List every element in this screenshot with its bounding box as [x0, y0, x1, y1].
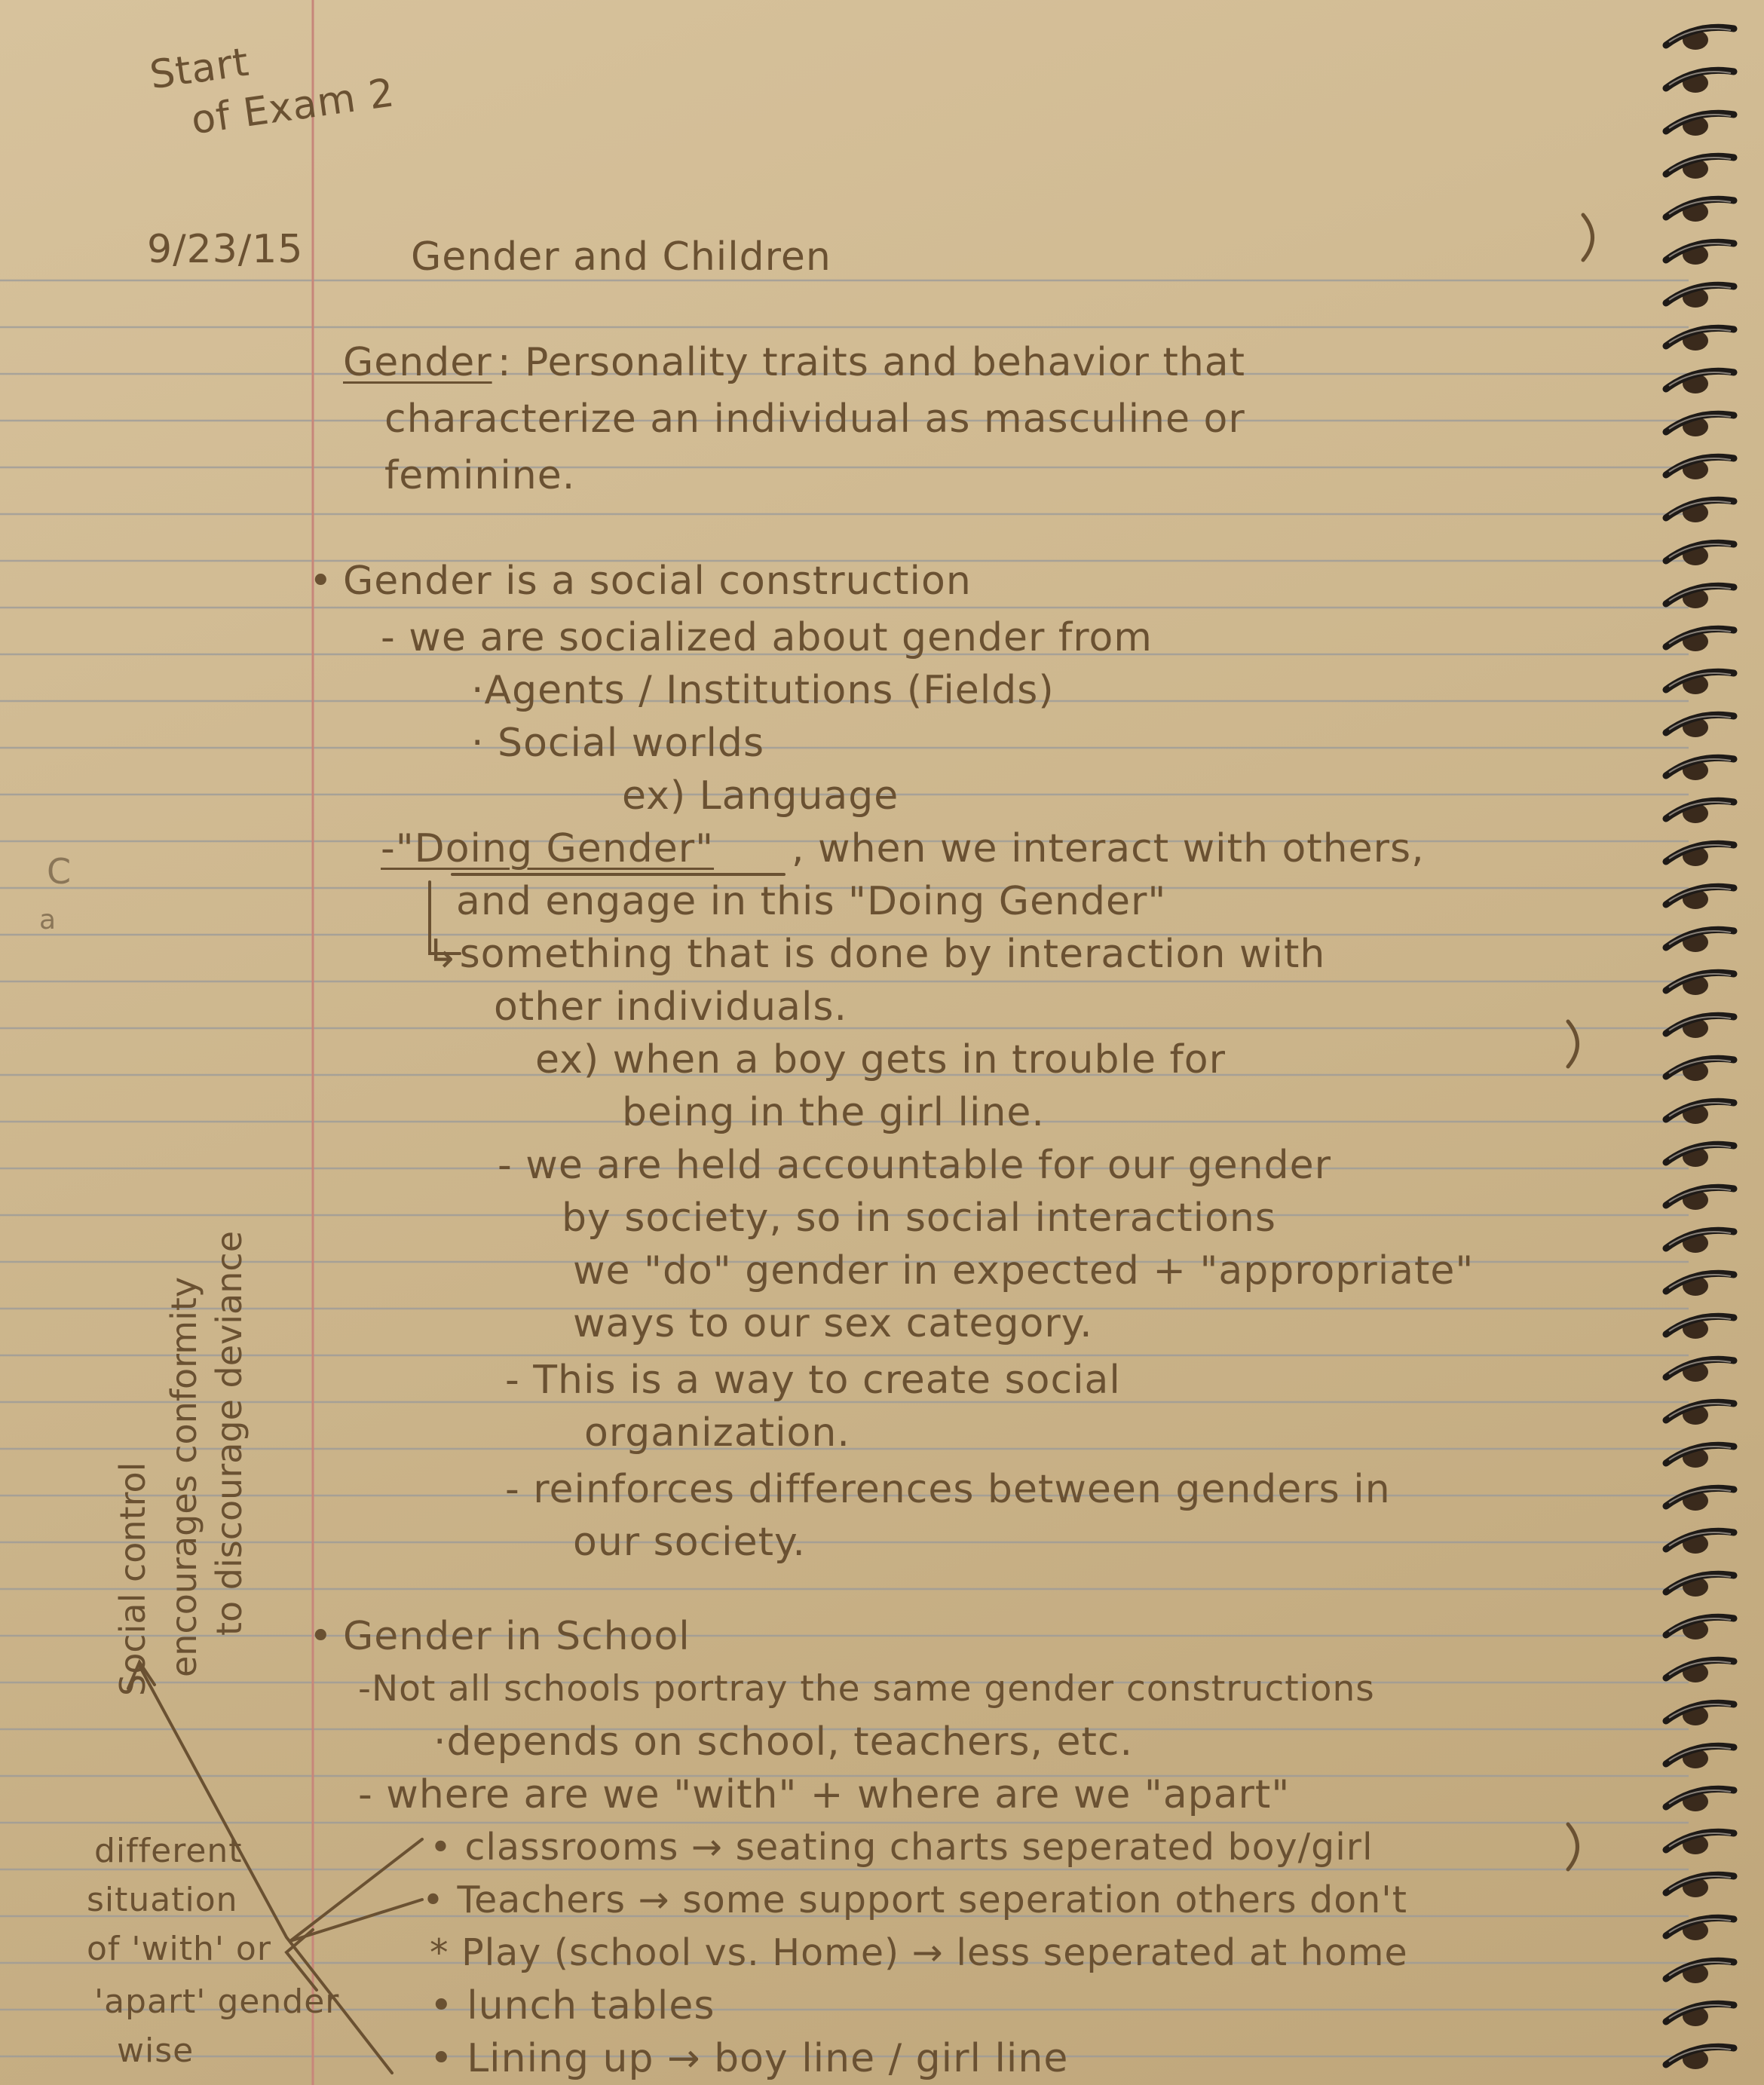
spiral-ring: [1658, 1046, 1749, 1091]
section1-sub1: ·Agents / Institutions (Fields): [471, 668, 1055, 713]
spiral-ring: [1658, 1519, 1749, 1564]
spiral-ring: [1658, 1992, 1749, 2037]
spiral-ring: [1658, 1734, 1749, 1779]
spiral-ring: [1658, 1562, 1749, 1607]
spiral-ring: [1658, 746, 1749, 791]
spiral-ring: [1658, 1949, 1749, 1994]
spiral-ring: [1658, 1003, 1749, 1049]
spiral-ring: [1658, 445, 1749, 490]
section1-dash1: - we are socialized about gender from: [381, 615, 1153, 660]
school-item-lunch: • lunch tables: [430, 1983, 715, 2028]
spiral-ring: [1658, 831, 1749, 877]
side-note-line1: different: [94, 1832, 243, 1870]
section1-dash3-line4: ways to our sex category.: [573, 1301, 1093, 1346]
spiral-ring: [1658, 703, 1749, 748]
section1-example1: ex) Language: [622, 773, 899, 819]
spiral-ring: [1658, 1261, 1749, 1306]
section1-dash3-line3: we "do" gender in expected + "appropriate": [573, 1248, 1475, 1294]
spiral-ring: [1658, 1218, 1749, 1263]
section1-arrow-line2: other individuals.: [494, 984, 848, 1030]
spiral-ring: [1658, 316, 1749, 361]
spiral-ring: [1658, 788, 1749, 834]
side-note-line2: situation: [87, 1881, 238, 1919]
margin-note-vertical-1: Social control: [112, 1462, 153, 1696]
spiral-ring: [1658, 1906, 1749, 1951]
school-item-teachers: • Teachers → some support seperation others don't: [422, 1878, 1407, 1921]
spiral-ring: [1658, 58, 1749, 103]
school-item-play: * Play (school vs. Home) → less seperated at home: [430, 1931, 1408, 1974]
spiral-ring: [1658, 1089, 1749, 1134]
spiral-ring: [1658, 1476, 1749, 1521]
spiral-ring: [1658, 15, 1749, 60]
spiral-ring: [1658, 660, 1749, 705]
spiral-ring: [1658, 273, 1749, 318]
section1-dash2: , when we interact with others,: [792, 826, 1425, 871]
spiral-ring: [1658, 101, 1749, 146]
section1-dash5-line1: - reinforces differences between genders in: [505, 1467, 1391, 1512]
spiral-ring: [1658, 230, 1749, 275]
edge-letter-c: C: [47, 851, 72, 892]
spiral-ring: [1658, 1347, 1749, 1392]
spiral-ring: [1658, 917, 1749, 963]
section1-dash5-line2: our society.: [573, 1520, 806, 1565]
spiral-ring: [1658, 1605, 1749, 1650]
page-title: Gender and Children: [411, 234, 831, 280]
school-item-lining-up: • Lining up → boy line / girl line: [430, 2036, 1069, 2081]
spiral-ring: [1658, 1777, 1749, 1822]
side-note-line5: wise: [117, 2031, 194, 2070]
section1-example2-line2: being in the girl line.: [622, 1090, 1045, 1135]
spiral-ring: [1658, 359, 1749, 404]
section2-dash2: - where are we "with" + where are we "apart": [358, 1772, 1291, 1817]
section2-dash1: -Not all schools portray the same gender constructions: [358, 1668, 1375, 1710]
section2-sub1: ·depends on school, teachers, etc.: [433, 1719, 1134, 1765]
doing-gender-term: -"Doing Gender": [381, 826, 715, 871]
side-note-line4: 'apart' gender: [94, 1982, 340, 2021]
section1-dash3-line2: by society, so in social interactions: [562, 1196, 1276, 1241]
section1-example2-line1: ex) when a boy gets in trouble for: [535, 1037, 1226, 1082]
definition-term: Gender: [343, 340, 492, 385]
section2-heading: Gender in School: [343, 1614, 691, 1659]
section1-engage: and engage in this "Doing Gender": [456, 879, 1167, 924]
spiral-ring: [1658, 2034, 1749, 2080]
spiral-ring: [1658, 1132, 1749, 1177]
spiral-ring: [1658, 531, 1749, 576]
spiral-ring: [1658, 574, 1749, 619]
edge-letter-a: a: [39, 905, 57, 935]
spiral-ring: [1658, 1433, 1749, 1478]
spiral-ring: [1658, 144, 1749, 189]
exam-heading-line1: Start: [147, 39, 253, 99]
section1-dash3-line1: - we are held accountable for our gender: [498, 1143, 1331, 1188]
margin-note-vertical-3: to discourage deviance: [209, 1231, 250, 1636]
spiral-ring: [1658, 617, 1749, 662]
definition-text-2: characterize an individual as masculine or: [384, 396, 1245, 442]
section1-dash4-line1: - This is a way to create social: [505, 1358, 1121, 1403]
exam-heading-line2: of Exam 2: [188, 70, 398, 144]
school-item-classrooms: • classrooms → seating charts seperated boy/girl: [430, 1826, 1374, 1869]
section1-heading: Gender is a social construction: [343, 559, 972, 604]
spiral-ring: [1658, 1648, 1749, 1693]
margin-note-vertical-2: encourages conformity: [164, 1276, 204, 1677]
spiral-ring: [1658, 402, 1749, 447]
definition-text-3: feminine.: [384, 453, 576, 498]
definition-text-1: : Personality traits and behavior that: [498, 340, 1246, 385]
spiral-ring: [1658, 187, 1749, 232]
side-note-line3: of 'with' or: [87, 1930, 271, 1968]
note-date: 9/23/15: [147, 227, 304, 272]
section1-dash4-line2: organization.: [584, 1410, 850, 1456]
spiral-ring: [1658, 1175, 1749, 1220]
spiral-ring: [1658, 1691, 1749, 1736]
section1-arrow-line1: ↳something that is done by interaction with: [426, 932, 1326, 977]
spiral-ring: [1658, 488, 1749, 533]
section1-sub2: · Social worlds: [471, 721, 765, 766]
spiral-ring: [1658, 1820, 1749, 1865]
spiral-ring: [1658, 960, 1749, 1006]
spiral-ring: [1658, 1304, 1749, 1349]
spiral-ring: [1658, 1390, 1749, 1435]
bullet-dot: •: [309, 1614, 333, 1659]
spiral-ring: [1658, 874, 1749, 920]
bullet-dot: •: [309, 559, 333, 604]
spiral-ring: [1658, 1863, 1749, 1908]
